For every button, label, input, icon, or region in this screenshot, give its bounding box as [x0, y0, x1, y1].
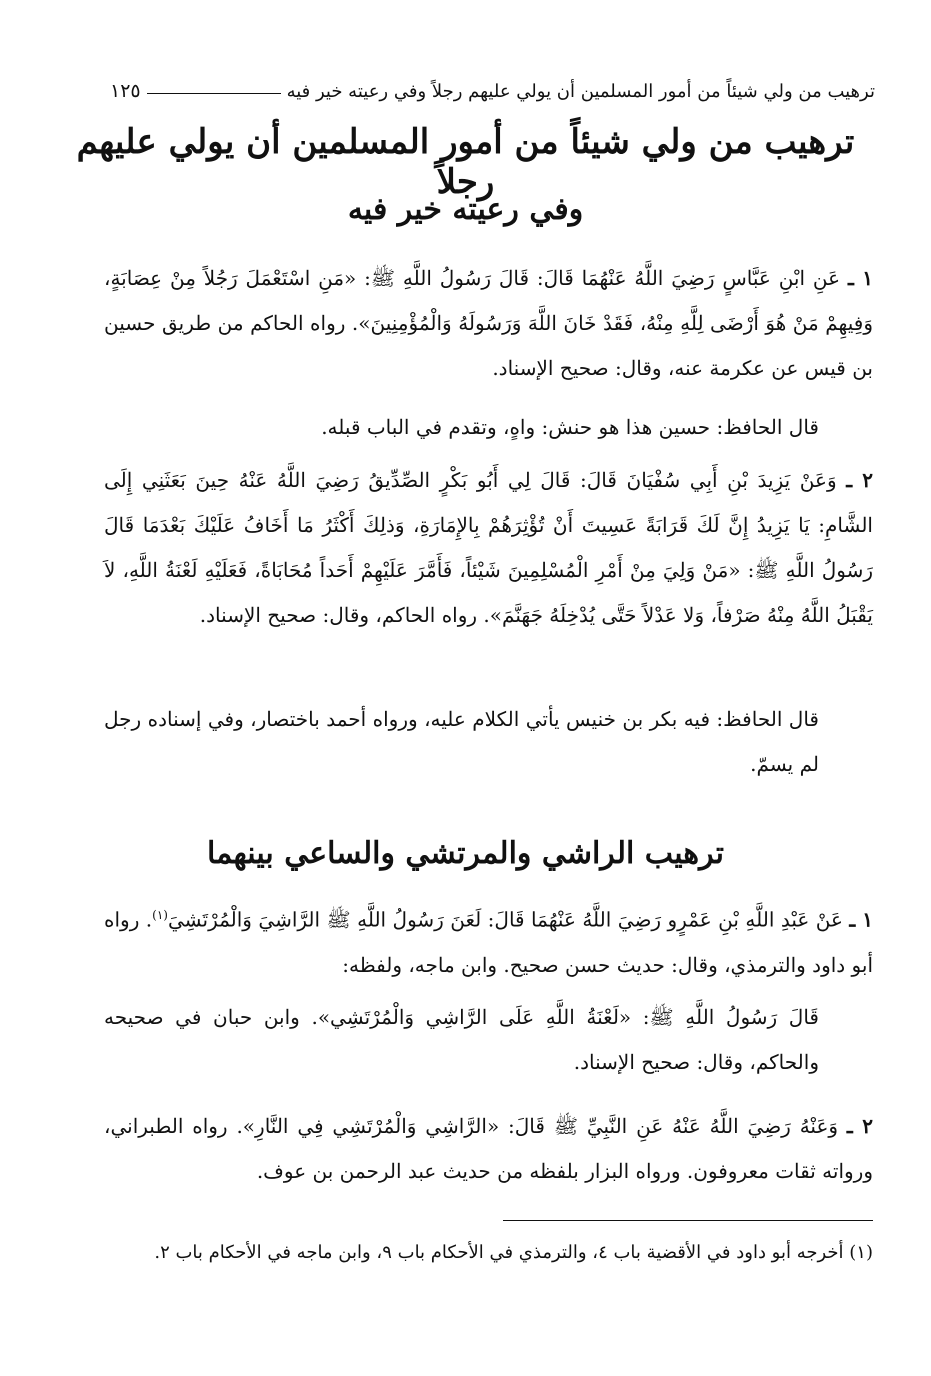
hadith-text: وَعَنْهُ رَضِيَ اللَّهُ عَنْهُ عَنِ النَّبِيِّ ﷺ قَالَ: «الرَّاشِي وَالْمُرْتَشِي فِي النَّارِ». رواه الطبراني، ورواته ثقات معروفون. ورواه البزار بلفظه من حديث عبد الرحمن بن عوف. — [104, 1114, 873, 1183]
hadith-paragraph-3 — [104, 893, 873, 988]
hadith-number: ١ ـ — [849, 907, 873, 932]
hadith-paragraph-4 — [104, 1104, 873, 1194]
footnote-reference[interactable]: (١) — [152, 908, 168, 922]
hadith-text: وَعَنْ يَزِيدَ بْنِ أَبِي سُفْيَانَ قَالَ: قَالَ لِي أَبُو بَكْرٍ الصِّدِّيقُ رَضِيَ اللَّهُ عَنْهُ حِينَ بَعَثَنِي إِلَى الشَّامِ: يَا يَزِيدُ إِنَّ لَكَ قَرَابَةً عَسِيتَ أَنْ تُؤْثِرَهُمْ بِالإِمَارَةِ، وَذلِكَ أَكْثَرُ مَا أَخَافُ عَلَيْكَ بَعْدَمَا قَالَ رَسُولُ اللَّهِ ﷺ: «مَنْ وَلِيَ مِنْ أَمْرِ الْمُسْلِمِينَ شَيْئاً، فَأَمَّرَ عَلَيْهِمْ أَحَداً مُحَابَاةً، فَعَلَيْهِ لَعْنَةُ اللَّهِ، لاَ يَقْبَلُ اللَّهُ مِنْهُ صَرْفاً، وَلا عَدْلاً حَتَّى يُدْخِلَهُ جَهَنَّمَ». رواه الحاكم، وقال: صحيح الإسناد. — [104, 468, 873, 627]
hadith-text: عَنْ عَبْدِ اللَّهِ بْنِ عَمْرٍو رَضِيَ اللَّهُ عَنْهُمَا قَالَ: لَعَنَ رَسُولُ اللَّهِ ﷺ الرَّاشِيَ وَالْمُرْتَشِيَ — [167, 907, 843, 932]
hadith-number: ٢ ـ — [846, 1114, 873, 1138]
footnote: (١) أخرجه أبو داود في الأقضية باب ٤، والترمذي في الأحكام باب ٩، وابن ماجه في الأحكام باب ٢. — [154, 1242, 873, 1263]
hadith-text: عَنِ ابْنِ عَبَّاسٍ رَضِيَ اللَّهُ عَنْهُمَا قَالَ: قَالَ رَسُولُ اللَّهِ ﷺ: «مَنِ اسْتَعْمَلَ رَجُلاً مِنْ عِصَابَةٍ، وَفِيهِمْ مَنْ هُوَ أَرْضَى لِلَّهِ مِنْهُ، فَقَدْ خَانَ اللَّهَ وَرَسُولَهُ وَالْمُؤْمِنِينَ». رواه الحاكم من طريق حسين بن قيس عن عكرمة عنه، وقال: صحيح الإسناد. — [104, 266, 873, 380]
page-number: ١٢٥ — [110, 80, 141, 102]
running-header — [110, 76, 875, 106]
hadith-number: ٢ ـ — [846, 468, 873, 492]
chapter-title-line2: وفي رعيته خير فيه — [347, 192, 584, 227]
hadith-number: ١ ـ — [847, 266, 874, 290]
chapter-title-line1: ترهيب من ولي شيئاً من أمور المسلمين أن يولي عليهم رجلاً — [76, 122, 855, 202]
hadith-text-continued: . رواه أبو داود والترمذي، وقال: حديث حسن صحيح. وابن ماجه، ولفظه: — [104, 907, 873, 977]
section-title: ترهيب الراشي والمرتشي والساعي بينهما — [206, 836, 725, 871]
commentary-paragraph-2: قال الحافظ: فيه بكر بن خنيس يأتي الكلام عليه، ورواه أحمد باختصار، وفي إسناده رجل لم يسمّ. — [104, 707, 819, 776]
running-title: ترهيب من ولي شيئاً من أمور المسلمين أن يولي عليهم رجلاً وفي رعيته خير فيه — [286, 80, 875, 102]
footnote-divider — [503, 1220, 873, 1221]
commentary-paragraph-3: قَالَ رَسُولُ اللَّهِ ﷺ: «لَعْنَةُ اللَّهِ عَلَى الرَّاشِي وَالْمُرْتَشِي». وابن حبان في صحيحه والحاكم، وقال: صحيح الإسناد. — [104, 1005, 819, 1074]
hadith-paragraph-1 — [104, 256, 873, 391]
hadith-paragraph-2 — [104, 458, 873, 638]
commentary-paragraph-1: قال الحافظ: حسين هذا هو حنش: واهٍ، وتقدم في الباب قبله. — [321, 415, 819, 439]
header-rule — [147, 93, 281, 94]
